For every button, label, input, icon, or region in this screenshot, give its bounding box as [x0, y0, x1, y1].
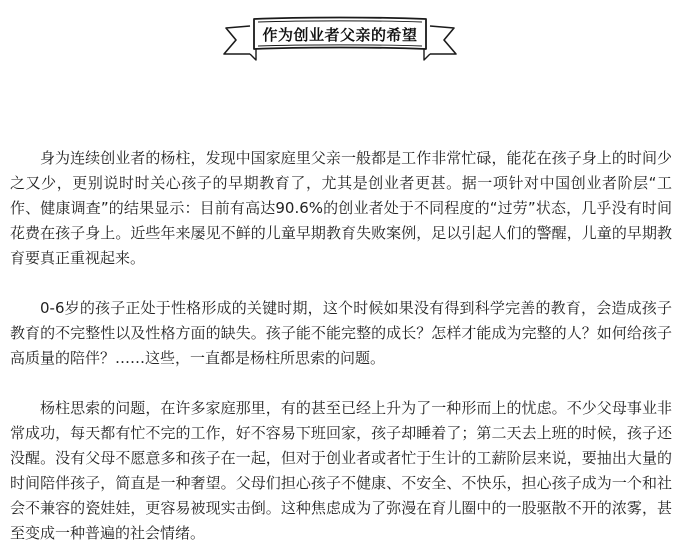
- article-body: [10, 146, 672, 546]
- article-paragraph: 杨柱思索的问题，在许多家庭那里，有的甚至已经上升为了一种形而上的忧虑。不少父母事业非常成功，每天都有忙不完的工作，好不容易下班回家，孩子却睡着了；第二天去上班的时候，孩子还没醒。没有父母不愿意多和孩子在一起，但对于创业者或者忙于生计的工薪阶层来说，要抽出大量的时间陪伴孩子，简直是一种奢望。父母们担心孩子不健康、不安全、不快乐，担心孩子成为一个和社会不兼容的瓷娃娃，更容易被现实击倒。这种焦虑成为了弥漫在育儿圈中的一股驱散不开的浓雾，甚至变成一种普遍的社会情绪。: [10, 399, 672, 542]
- title-banner: [220, 14, 460, 66]
- page-title: 作为创业者父亲的希望: [262, 26, 418, 44]
- article-paragraph: 0-6岁的孩子正处于性格形成的关键时期，这个时候如果没有得到科学完善的教育，会造成孩子教育的不完整性以及性格方面的缺失。孩子能不能完整的成长？怎样才能成为完整的人？如何给孩子高质量的陪伴？……这些，一直都是杨柱所思索的问题。: [10, 299, 672, 367]
- article-paragraph: 身为连续创业者的杨柱，发现中国家庭里父亲一般都是工作非常忙碌，能花在孩子身上的时间少之又少，更别说时时关心孩子的早期教育了，尤其是创业者更甚。据一项针对中国创业者阶层“工作、健康调查”的结果显示：目前有高达90.6%的创业者处于不同程度的“过劳”状态，几乎没有时间花费在孩子身上。近些年来屡见不鲜的儿童早期教育失败案例，足以引起人们的警醒，儿童的早期教育要真正重视起来。: [10, 149, 672, 267]
